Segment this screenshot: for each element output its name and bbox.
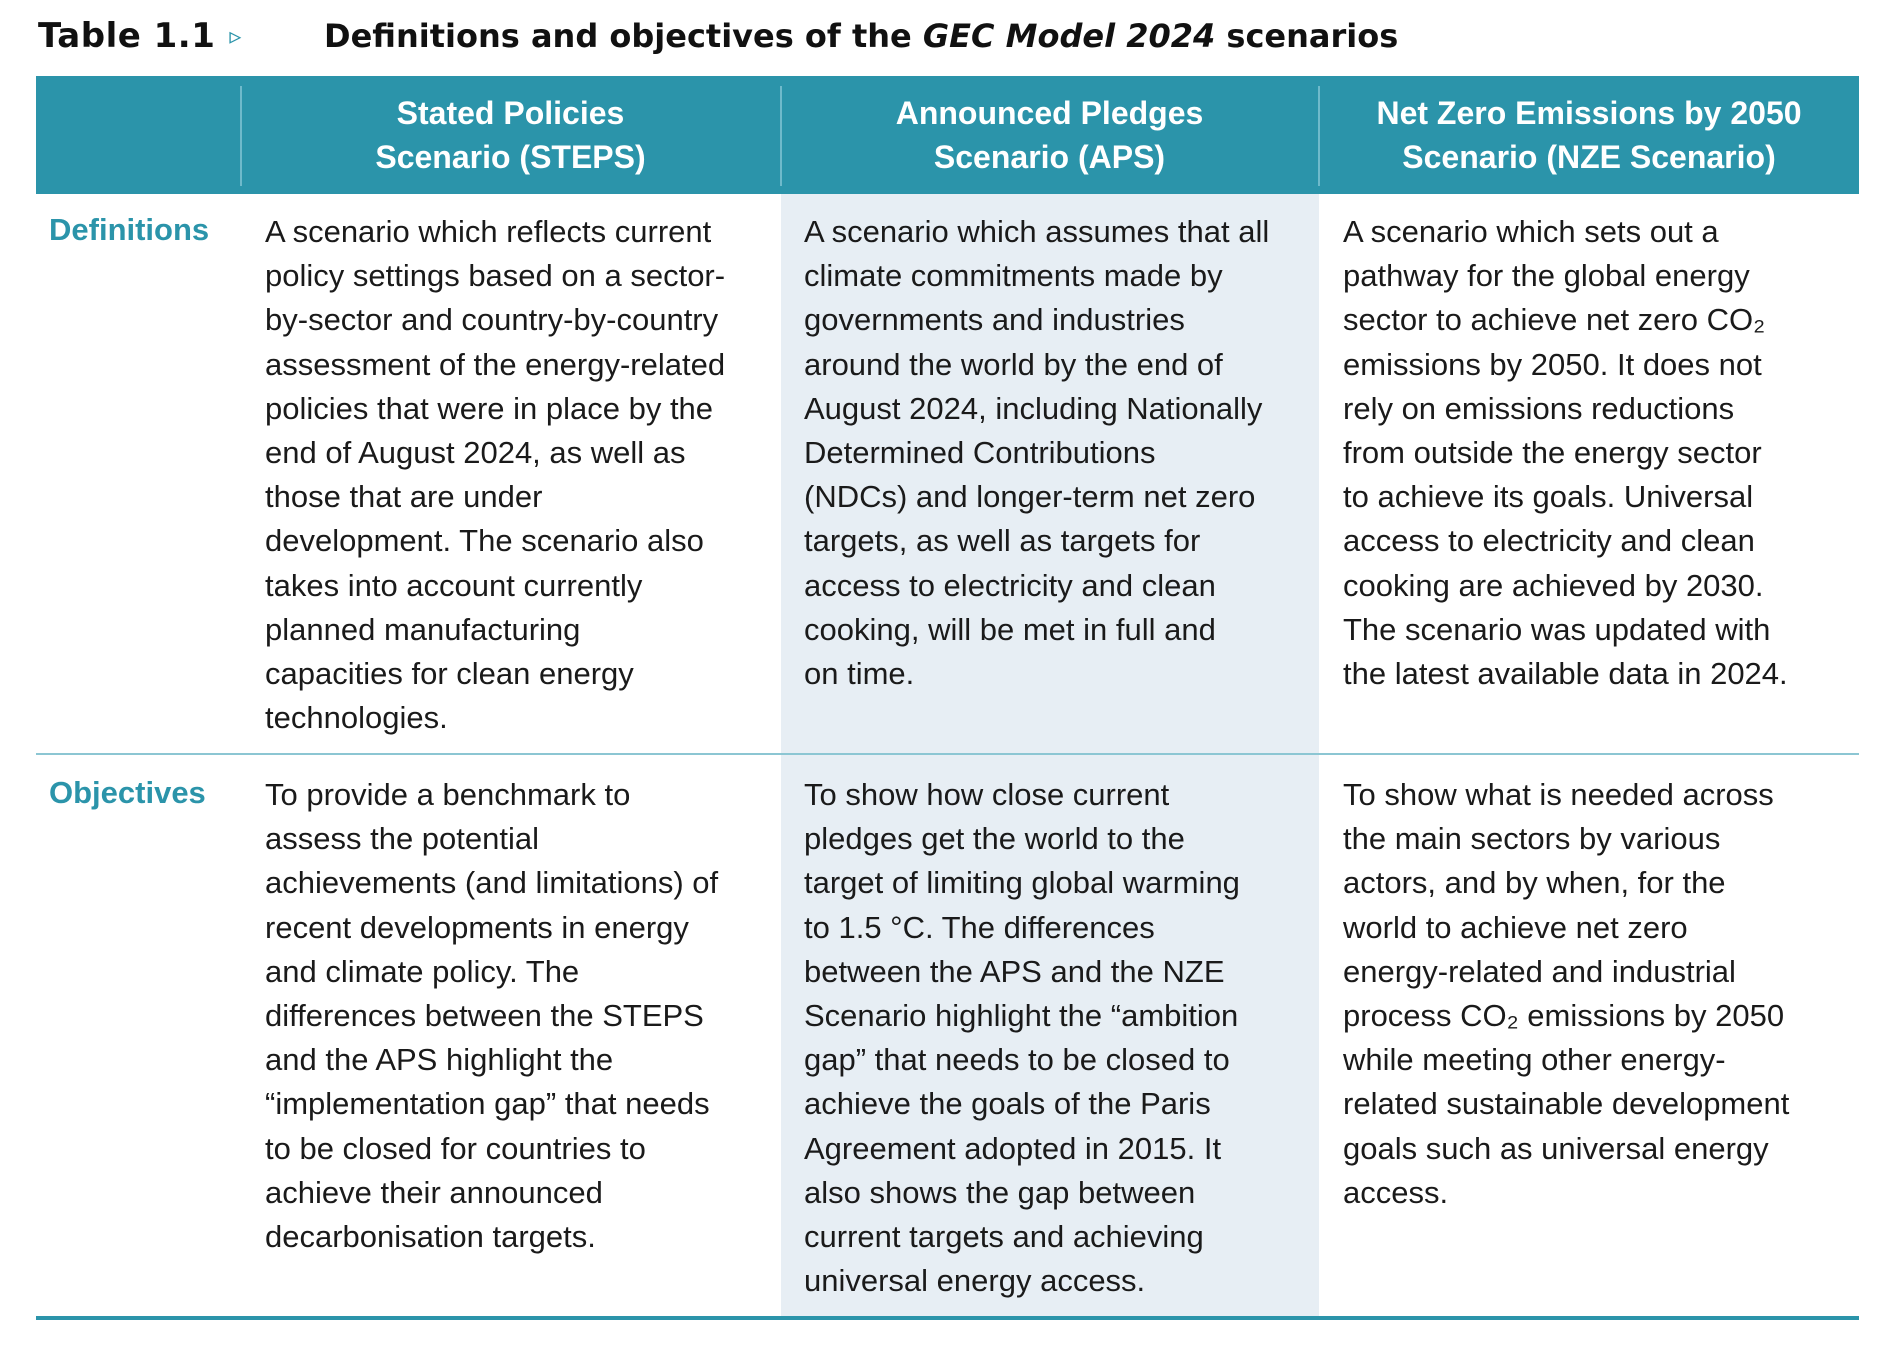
text-line: climate commitments made by — [804, 258, 1223, 294]
text-line: planned manufacturing — [265, 611, 581, 647]
text-line: goals such as universal energy — [1343, 1130, 1769, 1166]
text-line: The scenario was updated with — [1343, 611, 1771, 647]
text-line: A scenario which reflects current — [265, 214, 712, 249]
text-line: achieve the goals of the Paris — [804, 1086, 1211, 1122]
text-line: A scenario which assumes that all — [804, 214, 1270, 249]
text-line: end of August 2024, as well as — [265, 435, 686, 471]
text-line: August 2024, including Nationally — [804, 390, 1263, 426]
text-line: assess the potential — [265, 821, 540, 857]
column-header-line: Scenario (NZE Scenario) — [1402, 139, 1776, 175]
column-header-aps — [781, 76, 1318, 194]
text-line: achieve their announced — [265, 1174, 603, 1210]
text-line: To show what is needed across — [1343, 777, 1774, 812]
text-line: To provide a benchmark to — [265, 777, 631, 812]
text-line: targets, as well as targets for — [804, 523, 1201, 559]
column-header-line: Net Zero Emissions by 2050 — [1376, 95, 1802, 131]
text-line: cooking are achieved by 2030. — [1343, 567, 1764, 603]
text-line: related sustainable development — [1343, 1086, 1790, 1122]
text-line: access to electricity and clean — [1343, 523, 1755, 559]
text-line: gap” that needs to be closed to — [804, 1042, 1230, 1078]
text-line: sector to achieve net zero CO₂ — [1343, 302, 1766, 338]
text-line: policies that were in place by the — [265, 390, 714, 426]
text-line: takes into account currently — [265, 567, 643, 603]
text-line: Scenario highlight the “ambition — [804, 998, 1239, 1034]
objective-steps — [265, 773, 718, 1259]
column-header-nze — [1319, 76, 1859, 194]
text-line: from outside the energy sector — [1343, 435, 1762, 471]
table-caption — [38, 8, 241, 64]
text-line: development. The scenario also — [265, 523, 704, 559]
column-header-line: Scenario (APS) — [933, 139, 1166, 175]
text-line: on time. — [804, 656, 915, 692]
title-text-after: scenarios — [1215, 17, 1399, 55]
text-line: cooking, will be met in full and — [804, 611, 1216, 647]
text-line: pledges get the world to the — [804, 821, 1185, 857]
text-line: To show how close current — [804, 777, 1170, 812]
text-line: achievements (and limitations) of — [265, 865, 719, 901]
text-line: process CO₂ emissions by 2050 — [1343, 998, 1785, 1034]
text-line: those that are under — [265, 479, 543, 515]
definition-steps — [265, 210, 725, 740]
table-bottom-rule — [36, 1316, 1859, 1320]
title-text-italic: GEC Model 2024 — [922, 17, 1216, 55]
text-line: and climate policy. The — [265, 953, 580, 989]
text-line: Determined Contributions — [804, 435, 1156, 471]
text-line: pathway for the global energy — [1343, 258, 1750, 294]
text-line: recent developments in energy — [265, 909, 689, 945]
row-divider — [36, 753, 1859, 755]
column-header-steps — [241, 76, 780, 194]
text-line: differences between the STEPS — [265, 998, 704, 1034]
table-number: Table 1.1 — [38, 16, 216, 56]
definition-aps — [804, 210, 1269, 696]
text-line: to achieve its goals. Universal — [1343, 479, 1754, 515]
text-line: “implementation gap” that needs — [265, 1086, 710, 1122]
text-line: the main sectors by various — [1343, 821, 1721, 857]
text-line: governments and industries — [804, 302, 1185, 338]
text-line: by-sector and country-by-country — [265, 302, 719, 338]
text-line: while meeting other energy- — [1343, 1042, 1726, 1078]
text-line: decarbonisation targets. — [265, 1219, 596, 1255]
text-line: (NDCs) and longer-term net zero — [804, 479, 1256, 515]
triangle-arrow-icon: ▹ — [229, 22, 242, 50]
text-line: access to electricity and clean — [804, 567, 1216, 603]
text-line: to 1.5 °C. The differences — [804, 909, 1155, 945]
row-label-definitions: Definitions — [49, 212, 210, 247]
text-line: also shows the gap between — [804, 1174, 1196, 1210]
column-header-line: Announced Pledges — [895, 95, 1204, 131]
text-line: access. — [1343, 1174, 1449, 1210]
text-line: to be closed for countries to — [265, 1130, 646, 1166]
title-text-before: Definitions and objectives of the — [324, 17, 923, 55]
text-line: A scenario which sets out a — [1343, 214, 1719, 249]
text-line: capacities for clean energy — [265, 656, 634, 692]
text-line: energy-related and industrial — [1343, 953, 1736, 989]
text-line: actors, and by when, for the — [1343, 865, 1726, 901]
text-line: emissions by 2050. It does not — [1343, 346, 1762, 382]
table-title — [324, 8, 1398, 64]
text-line: rely on emissions reductions — [1343, 390, 1735, 426]
text-line: world to achieve net zero — [1343, 909, 1688, 945]
text-line: the latest available data in 2024. — [1343, 656, 1788, 692]
text-line: technologies. — [265, 700, 448, 736]
row-label-objectives: Objectives — [49, 775, 206, 810]
text-line: around the world by the end of — [804, 346, 1223, 382]
text-line: current targets and achieving — [804, 1219, 1204, 1255]
text-line: between the APS and the NZE — [804, 953, 1225, 989]
text-line: Agreement adopted in 2015. It — [804, 1130, 1222, 1166]
text-line: policy settings based on a sector- — [265, 258, 726, 294]
column-header-line: Stated Policies — [396, 95, 625, 131]
column-header-line: Scenario (STEPS) — [375, 139, 646, 175]
text-line: target of limiting global warming — [804, 865, 1240, 901]
objective-aps — [804, 773, 1240, 1303]
definition-nze — [1343, 210, 1788, 696]
text-line: and the APS highlight the — [265, 1042, 614, 1078]
text-line: universal energy access. — [804, 1263, 1146, 1299]
objective-nze — [1343, 773, 1789, 1215]
text-line: assessment of the energy-related — [265, 346, 726, 382]
